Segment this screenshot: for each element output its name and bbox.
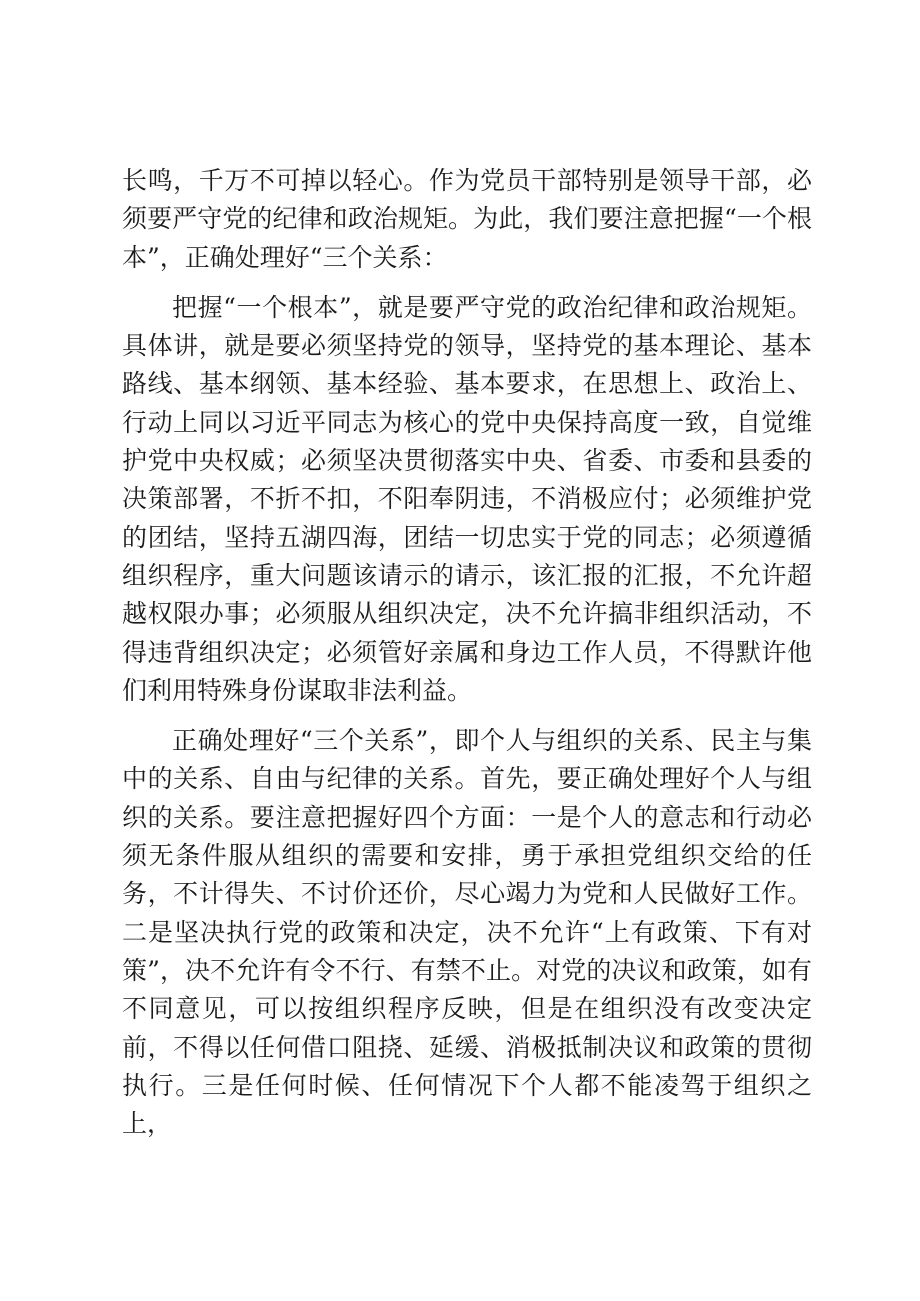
document-body [122, 162, 812, 1143]
paragraph-one-fundamental: 把握“一个根本”，就是要严守党的政治纪律和政治规矩。具体讲，就是要必须坚持党的领导，坚持党的基本理论、基本路线、基本纲领、基本经验、基本要求，在思想上、政治上、行动上同以习近平同志为核心的党中央保持高度一致，自觉维护党中央权威；必须坚决贯彻落实中央、省委、市委和县委的决策部署，不折不扣，不阳奉阴违，不消极应付；必须维护党的团结，坚持五湖四海，团结一切忠实于党的同志；必须遵循组织程序，重大问题该请示的请示，该汇报的汇报，不允许超越权限办事；必须服从组织决定，决不允许搞非组织活动，不得违背组织决定；必须管好亲属和身边工作人员，不得默许他们利用特殊身份谋取非法利益。 [122, 292, 812, 705]
paragraph-three-relations: 正确处理好“三个关系”，即个人与组织的关系、民主与集中的关系、自由与纪律的关系。首先，要正确处理好个人与组织的关系。要注意把握好四个方面：一是个人的意志和行动必须无条件服从组织的需要和安排，勇于承担党组织交给的任务，不计得失、不讨价还价，尽心竭力为党和人民做好工作。二是坚决执行党的政策和决定，决不允许“上有政策、下有对策”，决不允许有令不行、有禁不止。对党的决议和政策，如有不同意见，可以按组织程序反映，但是在组织没有改变决定前，不得以任何借口阻挠、延缓、消极抵制决议和政策的贯彻执行。三是任何时候、任何情况下个人都不能凌驾于组织之上， [122, 726, 812, 1139]
paragraph-continuation: 长鸣，千万不可掉以轻心。作为党员干部特别是领导干部，必须要严守党的纪律和政治规矩。为此，我们要注意把握“一个根本”，正确处理好“三个关系： [122, 166, 812, 272]
